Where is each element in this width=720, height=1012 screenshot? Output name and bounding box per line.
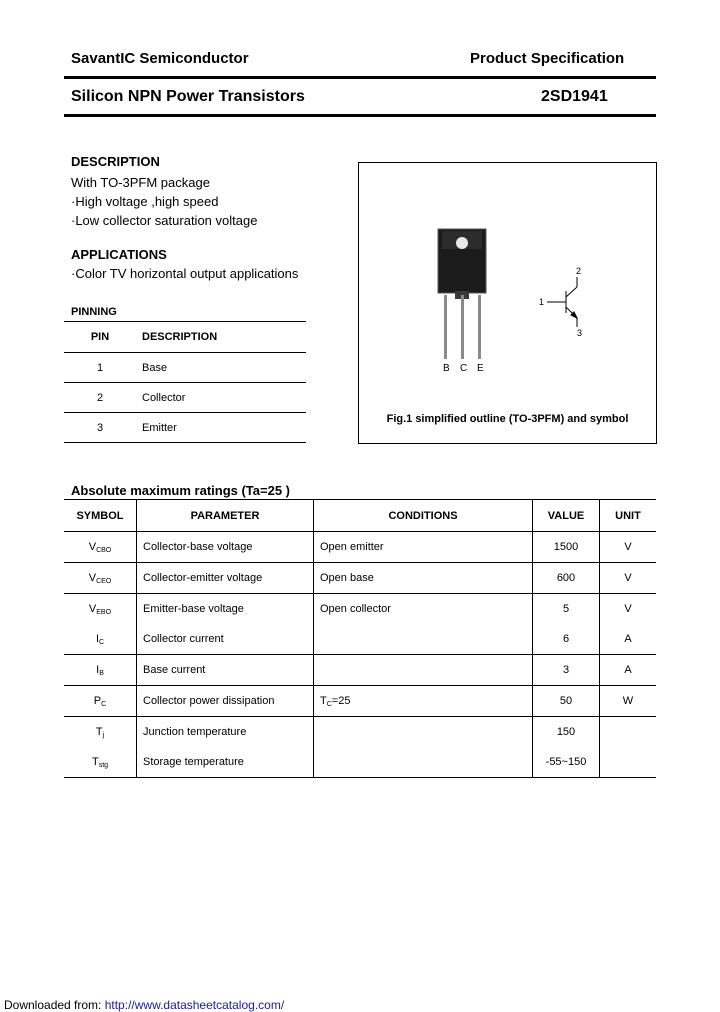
symbol-cell: $T_{stg}$ — [64, 747, 137, 778]
symbol-pin-3: 3 — [577, 328, 583, 338]
table-row — [64, 686, 656, 717]
lead-label-e: E — [477, 363, 484, 374]
footer-link[interactable]: http://www.datasheetcatalog.com/ — [104, 998, 285, 1012]
description-item: ·High voltage ,high speed — [71, 194, 219, 209]
pinning-header-pin: PIN — [64, 322, 136, 353]
figure-box — [358, 162, 657, 444]
description-list — [71, 173, 257, 230]
parameter-cell: Collector power dissipation — [137, 686, 314, 717]
symbol-cell: $I_C$ — [64, 624, 137, 655]
conditions-cell: Open collector — [314, 594, 533, 625]
table-row — [64, 353, 306, 383]
symbol-cell: $V_{CBO}$ — [64, 532, 137, 563]
symbol-cell: $I_B$ — [64, 655, 137, 686]
header-rule-bottom — [64, 114, 656, 117]
conditions-cell: Open emitter — [314, 532, 533, 563]
table-row — [64, 563, 656, 594]
conditions-cell — [314, 655, 533, 686]
ratings-title: Absolute maximum ratings (Ta=25 ) — [71, 483, 291, 498]
description-title: DESCRIPTION — [71, 154, 160, 169]
company-name: SavantIC Semiconductor — [71, 50, 249, 67]
unit-cell: V — [600, 594, 657, 625]
conditions-cell — [314, 747, 533, 778]
table-row — [64, 594, 656, 625]
lead-label-b: B — [443, 363, 450, 374]
conditions-cell — [314, 717, 533, 748]
header-conditions: CONDITIONS — [314, 500, 533, 532]
header-rule-top — [64, 76, 656, 79]
applications-title: APPLICATIONS — [71, 247, 167, 262]
parameter-cell: Emitter-base voltage — [137, 594, 314, 625]
value-cell: -55~150 — [533, 747, 600, 778]
doc-type: Product Specification — [470, 50, 625, 67]
table-row — [64, 747, 656, 778]
table-row — [64, 717, 656, 748]
symbol-cell: $V_{CEO}$ — [64, 563, 137, 594]
part-number: 2SD1941 — [541, 88, 608, 105]
unit-cell: V — [600, 563, 657, 594]
transistor-package-image — [438, 229, 486, 359]
header-value: VALUE — [533, 500, 600, 532]
conditions-cell: $T_C=25$ — [314, 686, 533, 717]
parameter-cell: Junction temperature — [137, 717, 314, 748]
pin-number: 2 — [64, 383, 136, 413]
parameter-cell: Base current — [137, 655, 314, 686]
unit-cell: A — [600, 655, 657, 686]
ratings-table — [64, 499, 656, 778]
pinning-title: PINNING — [71, 306, 117, 318]
footer — [4, 998, 284, 1012]
pinning-header-row — [64, 322, 306, 353]
header-parameter: PARAMETER — [137, 500, 314, 532]
unit-cell: V — [600, 532, 657, 563]
table-row — [64, 383, 306, 413]
lead-label-c: C — [460, 363, 468, 374]
description-item: ·Low collector saturation voltage — [71, 213, 258, 228]
conditions-cell — [314, 624, 533, 655]
value-cell: 600 — [533, 563, 600, 594]
value-cell: 50 — [533, 686, 600, 717]
parameter-cell: Collector current — [137, 624, 314, 655]
value-cell: 5 — [533, 594, 600, 625]
header-symbol: SYMBOL — [64, 500, 137, 532]
pin-number: 1 — [64, 353, 136, 383]
table-row — [64, 532, 656, 563]
symbol-pin-1: 1 — [539, 297, 545, 307]
parameter-cell: Storage temperature — [137, 747, 314, 778]
value-cell: 6 — [533, 624, 600, 655]
unit-cell: A — [600, 624, 657, 655]
parameter-cell: Collector-emitter voltage — [137, 563, 314, 594]
description-item: With TO-3PFM package — [71, 175, 210, 190]
value-cell: 3 — [533, 655, 600, 686]
symbol-cell: $P_C$ — [64, 686, 137, 717]
table-row — [64, 624, 656, 655]
header-unit: UNIT — [600, 500, 657, 532]
parameter-cell: Collector-base voltage — [137, 532, 314, 563]
unit-cell — [600, 717, 657, 748]
pin-number: 3 — [64, 413, 136, 443]
unit-cell — [600, 747, 657, 778]
ratings-header-row — [64, 500, 656, 532]
pin-description: Emitter — [136, 413, 306, 443]
applications-item: ·Color TV horizontal output applications — [71, 266, 299, 281]
value-cell: 1500 — [533, 532, 600, 563]
footer-label: Downloaded from: — [4, 998, 105, 1012]
pin-description: Collector — [136, 383, 306, 413]
pin-description: Base — [136, 353, 306, 383]
conditions-cell: Open base — [314, 563, 533, 594]
table-row — [64, 655, 656, 686]
pinning-table — [64, 321, 306, 443]
symbol-cell: $T_j$ — [95, 725, 105, 739]
npn-symbol-icon — [547, 277, 577, 327]
unit-cell: W — [600, 686, 657, 717]
figure-drawing — [359, 163, 656, 443]
symbol-pin-2: 2 — [576, 266, 582, 276]
symbol-cell: $V_{EBO}$ — [88, 602, 112, 616]
figure-caption: Fig.1 simplified outline (TO-3PFM) and symbol — [386, 413, 629, 425]
product-line: Silicon NPN Power Transistors — [71, 88, 305, 105]
table-row — [64, 413, 306, 443]
value-cell: 150 — [533, 717, 600, 748]
pinning-header-desc: DESCRIPTION — [136, 322, 306, 353]
